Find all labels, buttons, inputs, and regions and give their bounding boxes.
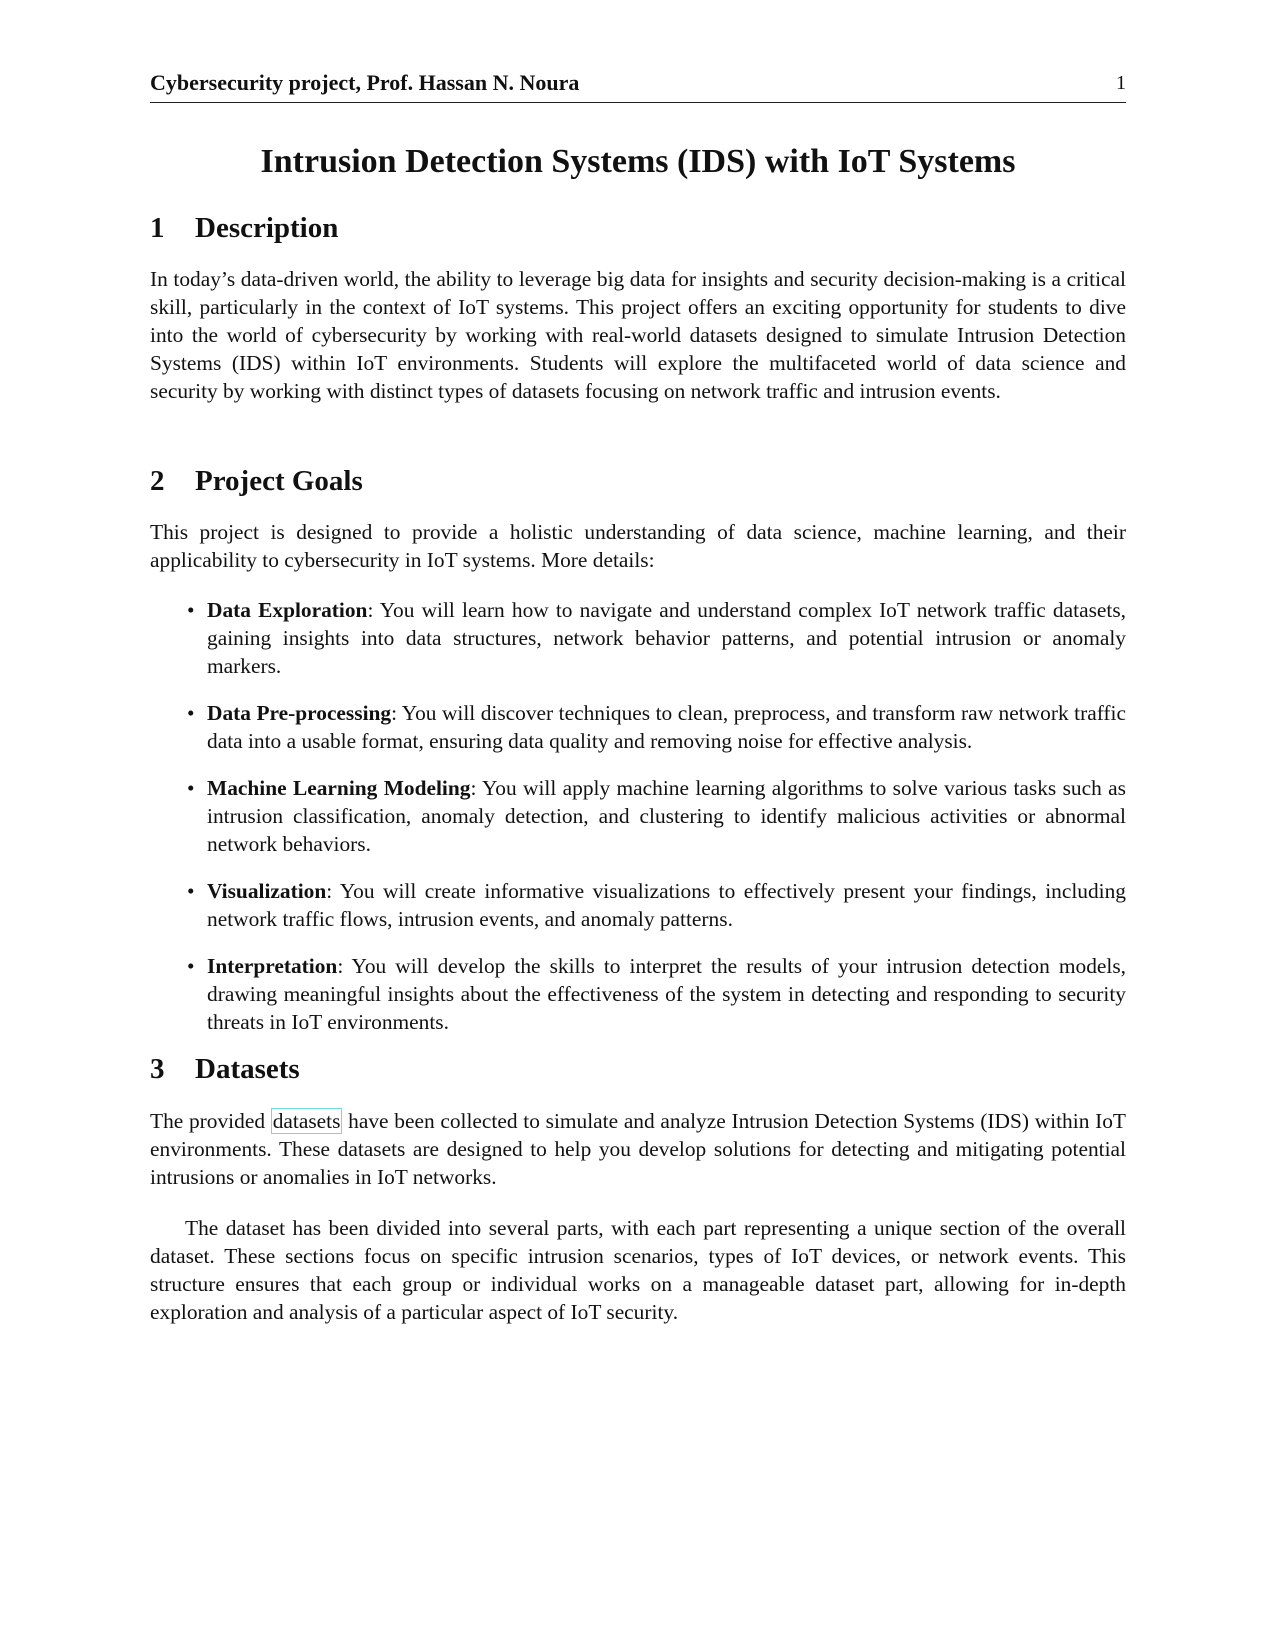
running-header bbox=[150, 70, 1126, 103]
bullet-text: : You will develop the skills to interpret the results of your intrusion detection models, drawing meaningful insights about the effectiveness of the system in detecting and responding to security threats in IoT environments. bbox=[207, 954, 1126, 1034]
project-goals-intro: This project is designed to provide a holistic understanding of data science, machine learning, and their applicability to cybersecurity in IoT systems. More details: bbox=[150, 520, 1126, 572]
bullet-icon: • bbox=[187, 776, 195, 800]
list-item bbox=[150, 952, 1126, 1036]
running-header-title: Cybersecurity project, Prof. Hassan N. Noura bbox=[150, 70, 580, 95]
bullet-icon: • bbox=[187, 954, 195, 978]
section-number: 2 bbox=[150, 465, 165, 497]
bullet-term: Data Pre-processing bbox=[207, 701, 392, 725]
page-number: 1 bbox=[1116, 72, 1126, 94]
bullet-icon: • bbox=[187, 598, 195, 622]
list-item bbox=[150, 774, 1126, 858]
section-title: Datasets bbox=[195, 1053, 300, 1085]
section-number: 1 bbox=[150, 212, 165, 244]
description-paragraph: In today’s data-driven world, the ability to leverage big data for insights and security decision-making is a critical skill, particularly in the context of IoT systems. This project offers an exciting opportunity for students to dive into the world of cybersecurity by working with real-world datasets designed to simulate Intrusion Detection Systems (IDS) within IoT environments. Students will explore the multifaceted world of data science and security by working with distinct types of datasets focusing on network traffic and intrusion events. bbox=[150, 267, 1126, 403]
datasets-paragraph-1 bbox=[150, 1107, 1126, 1191]
datasets-paragraph-2: The dataset has been divided into several parts, with each part representing a unique section of the overall dataset. These sections focus on specific intrusion scenarios, types of IoT devices, or network events. This structure ensures that each group or individual works on a manageable dataset part, allowing for in-depth exploration and analysis of a particular aspect of IoT security. bbox=[150, 1216, 1126, 1324]
section-heading-datasets bbox=[150, 1051, 1126, 1087]
section-heading-project-goals bbox=[150, 463, 1126, 499]
bullet-text: : You will create informative visualizations to effectively present your findings, including network traffic flows, intrusion events, and anomaly patterns. bbox=[207, 879, 1126, 931]
datasets-link[interactable]: datasets bbox=[272, 1109, 341, 1133]
project-goals-list bbox=[150, 596, 1126, 1055]
document-title: Intrusion Detection Systems (IDS) with IoT Systems bbox=[260, 143, 1016, 180]
paragraph-text: The provided bbox=[150, 1109, 271, 1133]
section-title: Project Goals bbox=[195, 465, 363, 497]
bullet-term: Interpretation bbox=[207, 954, 338, 978]
list-item bbox=[150, 877, 1126, 933]
bullet-term: Visualization bbox=[207, 879, 327, 903]
bullet-icon: • bbox=[187, 879, 195, 903]
section-heading-description bbox=[150, 210, 1126, 246]
list-item bbox=[150, 596, 1126, 680]
paragraph-text: have been collected to simulate and analyze Intrusion Detection Systems (IDS) within IoT environments. These datasets are designed to help you develop solutions for detecting and mitigating potential intrusions or anomalies in IoT networks. bbox=[150, 1109, 1126, 1189]
bullet-icon: • bbox=[187, 701, 195, 725]
bullet-text: : You will learn how to navigate and understand complex IoT network traffic datasets, gaining insights into data structures, network behavior patterns, and potential intrusion or anomaly markers. bbox=[207, 598, 1126, 678]
bullet-text: : You will discover techniques to clean, preprocess, and transform raw network traffic data into a usable format, ensuring data quality and removing noise for effective analysis. bbox=[207, 701, 1126, 753]
bullet-term: Data Exploration bbox=[207, 598, 368, 622]
section-title: Description bbox=[195, 212, 339, 244]
section-number: 3 bbox=[150, 1053, 165, 1085]
bullet-text: : You will apply machine learning algorithms to solve various tasks such as intrusion classification, anomaly detection, and clustering to identify malicious activities or abnormal network behaviors. bbox=[207, 776, 1126, 856]
list-item bbox=[150, 699, 1126, 755]
bullet-term: Machine Learning Modeling bbox=[207, 776, 471, 800]
